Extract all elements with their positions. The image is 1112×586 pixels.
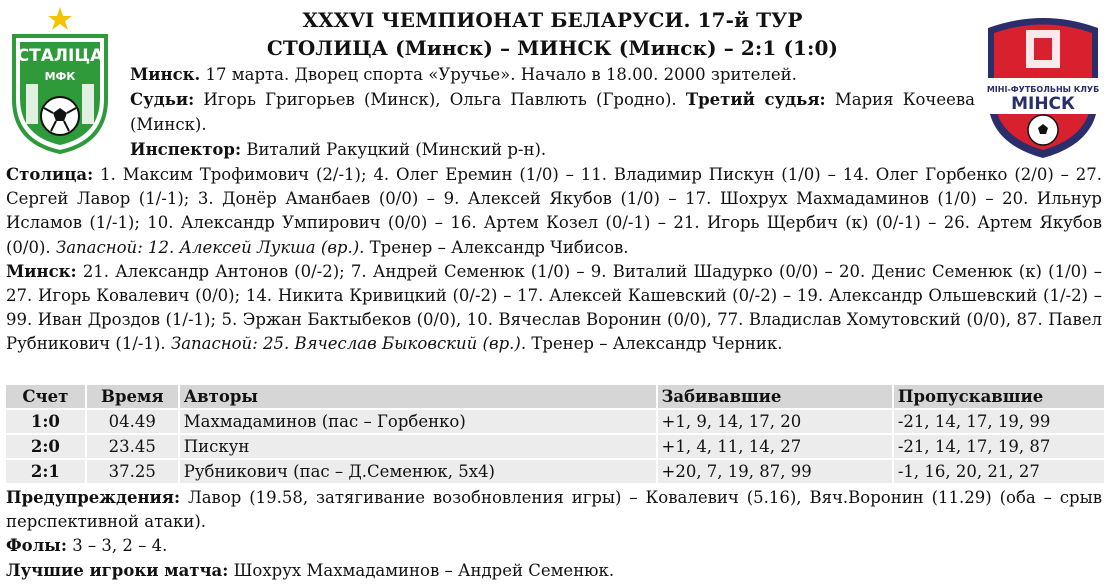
goal-time: 37.25 (86, 459, 179, 484)
goal-score: 2:0 (6, 434, 86, 459)
goal-conceders: -21, 14, 17, 19, 99 (893, 409, 1105, 434)
warnings: Предупреждения: Лавор (19.58, затягивание возобновления игры) – Ковалевич (5.16), Вяч.Воронин (11.29) (оба – срыв перспективной атаки). (6, 488, 1102, 532)
col-score: Счет (6, 385, 86, 409)
goals-table-header (6, 385, 1105, 409)
goal-conceders: -1, 16, 20, 21, 27 (893, 459, 1105, 484)
fouls: Фолы: 3 – 3, 2 – 4. (6, 536, 168, 556)
team1-lineup: Столица: 1. Максим Трофимович (2/-1); 4. Олег Еремин (1/0) – 11. Владимир Пискун (1/0) – 14. Олег Горбенко (2/0) – 27. Сергей Лавор (1/-1); 3. Донёр Аманбаев (0/0) – 9. Алексей Якубов (1/0) – 17. Шохрух Махмадаминов (1/0) – 20. Ильнур Исламов (1/-1); 10. Александр Умпирович (0/0) – 16. Артем Козел (0/-1) – 21. Игорь Щербич (к) (0/-1) – 26. Артем Якубов (0/0). Запасной: 12. Алексей Лукша (вр.). Тренер – Александр Чибисов. (6, 165, 1102, 257)
goal-scorers: +1, 9, 14, 17, 20 (657, 409, 893, 434)
logo-right-top: МІНІ-ФУТБОЛЬНЫ КЛУБ (986, 85, 1100, 94)
goal-author: Махмадаминов (пас – Горбенко) (179, 409, 657, 434)
best-players: Лучшие игроки матча: Шохрух Махмадаминов – Андрей Семенюк. (6, 560, 615, 580)
goal-conceders: -21, 14, 17, 19, 87 (893, 434, 1105, 459)
goals-table (6, 385, 1106, 485)
goal-time: 04.49 (86, 409, 179, 434)
table-row (6, 409, 1105, 434)
goal-author: Пискун (179, 434, 657, 459)
col-scorers: Забивавшие (657, 385, 893, 409)
match-footer (6, 486, 1102, 583)
goal-scorers: +1, 4, 11, 14, 27 (657, 434, 893, 459)
col-authors: Авторы (179, 385, 657, 409)
header (0, 0, 1112, 158)
star-icon (48, 7, 72, 30)
venue-line: Минск. 17 марта. Дворец спорта «Уручье». Начало в 18.00. 2000 зрителей. (130, 65, 797, 84)
championship-title: XXXVI ЧЕМПИОНАТ БЕЛАРУСИ. 17-й ТУР (302, 8, 803, 32)
goal-time: 23.45 (86, 434, 179, 459)
lineups (6, 163, 1102, 357)
logo-left-name: СТАЛІЦА (16, 46, 104, 66)
match-title: СТОЛИЦА (Минск) – МИНСК (Минск) – 2:1 (1:0) (266, 36, 839, 60)
title-block (130, 6, 975, 162)
goal-score: 1:0 (6, 409, 86, 434)
inspector-line: Инспектор: Виталий Ракуцкий (Минский р-н). (130, 140, 547, 159)
goal-author: Рубникович (пас – Д.Семенюк, 5х4) (179, 459, 657, 484)
logo-left-mark: МФК (44, 70, 76, 83)
stalitsa-logo (4, 4, 116, 154)
team2-lineup: Минск: 21. Александр Антонов (0/-2); 7. Андрей Семенюк (1/0) – 9. Виталий Шадурко (0/0) – 20. Денис Семенюк (к) (1/0) – 27. Игорь Ковалевич (0/0); 14. Никита Кривицкий (0/-2) – 17. Алексей Кашевский (0/-2) – 19. Александр Ольшевский (1/-2) – 99. Иван Дроздов (1/-1); 5. Эржан Бактыбеков (0/0), 10. Вячеслав Воронин (0/0), 77. Владислав Хомутовский (0/0), 87. Павел Рубникович (1/-1). Запасной: 25. Вячеслав Быковский (вр.). Тренер – Александр Черник. (6, 261, 1102, 354)
table-row (6, 459, 1105, 484)
goal-scorers: +20, 7, 19, 87, 99 (657, 459, 893, 484)
goal-score: 2:1 (6, 459, 86, 484)
minsk-logo (978, 8, 1108, 158)
col-time: Время (86, 385, 179, 409)
logo-right-main: МІНСК (1011, 94, 1075, 114)
referees-line: Судьи: Игорь Григорьев (Минск), Ольга Павлють (Гродно). Третий судья: Мария Кочеева (Минск). (130, 90, 975, 134)
table-row (6, 434, 1105, 459)
col-conceders: Пропускавшие (893, 385, 1105, 409)
